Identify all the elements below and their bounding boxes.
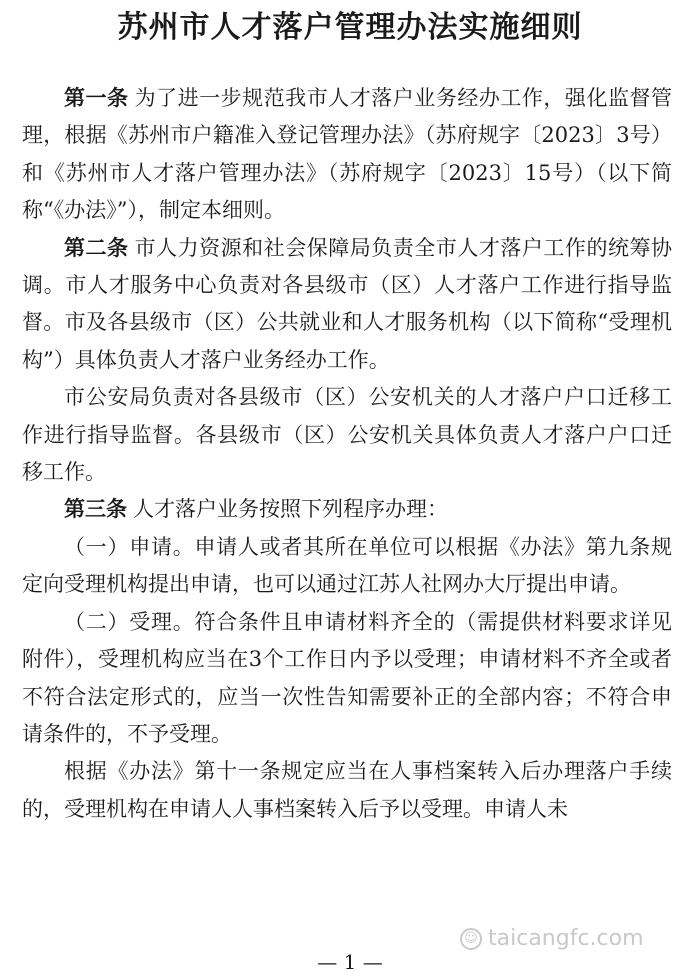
paragraph-text: 市公安局负责对各县级市（区）公安机关的人才落户户口迁移工作进行指导监督。各县级市（区）公安机关具体负责人才落户户口迁移工作。 <box>22 385 672 485</box>
paragraph-article-2-sub <box>22 379 672 491</box>
paragraph-item-2 <box>22 604 672 754</box>
paragraph-article-2 <box>22 230 672 380</box>
watermark <box>460 926 644 951</box>
paragraph-article-3 <box>22 491 672 528</box>
paragraph-text: 为了进一步规范我市人才落户业务经办工作，强化监督管理，根据《苏州市户籍准入登记管理办法》（苏府规字〔2023〕3号）和《苏州市人才落户管理办法》（苏府规字〔2023〕15号）（以下简称“《办法》”），制定本细则。 <box>22 86 673 223</box>
paragraph-text: （一）申请。申请人或者其所在单位可以根据《办法》第九条规定向受理机构提出申请，也可以通过江苏人社网办大厅提出申请。 <box>22 534 672 597</box>
page-number: — 1 — <box>317 950 383 974</box>
watermark-text: taicangfc.com <box>488 926 644 951</box>
document-title: 苏州市人才落户管理办法实施细则 <box>117 10 583 45</box>
paragraph-item-2-sub <box>22 753 672 828</box>
paragraph-item-1 <box>22 529 672 604</box>
article-label: 第二条 <box>64 235 129 260</box>
watermark-logo-icon: ☺ <box>460 928 482 950</box>
article-label: 第三条 <box>64 497 127 522</box>
paragraph-text: 人才落户业务按照下列程序办理： <box>133 497 448 522</box>
paragraph-text: 市人力资源和社会保障局负责全市人才落户工作的统筹协调。市人才服务中心负责对各县级市（区）人才落户工作进行指导监督。市及各县级市（区）公共就业和人才服务机构（以下简称“受理机构”）具体负责人才落户业务经办工作。 <box>22 235 673 372</box>
document-body <box>22 80 672 828</box>
paragraph-text: 根据《办法》第十一条规定应当在人事档案转入后办理落户手续的，受理机构在申请人人事档案转入后予以受理。申请人未 <box>22 759 672 821</box>
article-label: 第一条 <box>64 86 129 110</box>
paragraph-text: （二）受理。符合条件且申请材料齐全的（需提供材料要求详见附件），受理机构应当在3个工作日内予以受理；申请材料不齐全或者不符合法定形式的，应当一次性告知需要补正的全部内容；不符合申请条件的，不予受理。 <box>22 609 672 746</box>
paragraph-article-1 <box>22 80 672 230</box>
